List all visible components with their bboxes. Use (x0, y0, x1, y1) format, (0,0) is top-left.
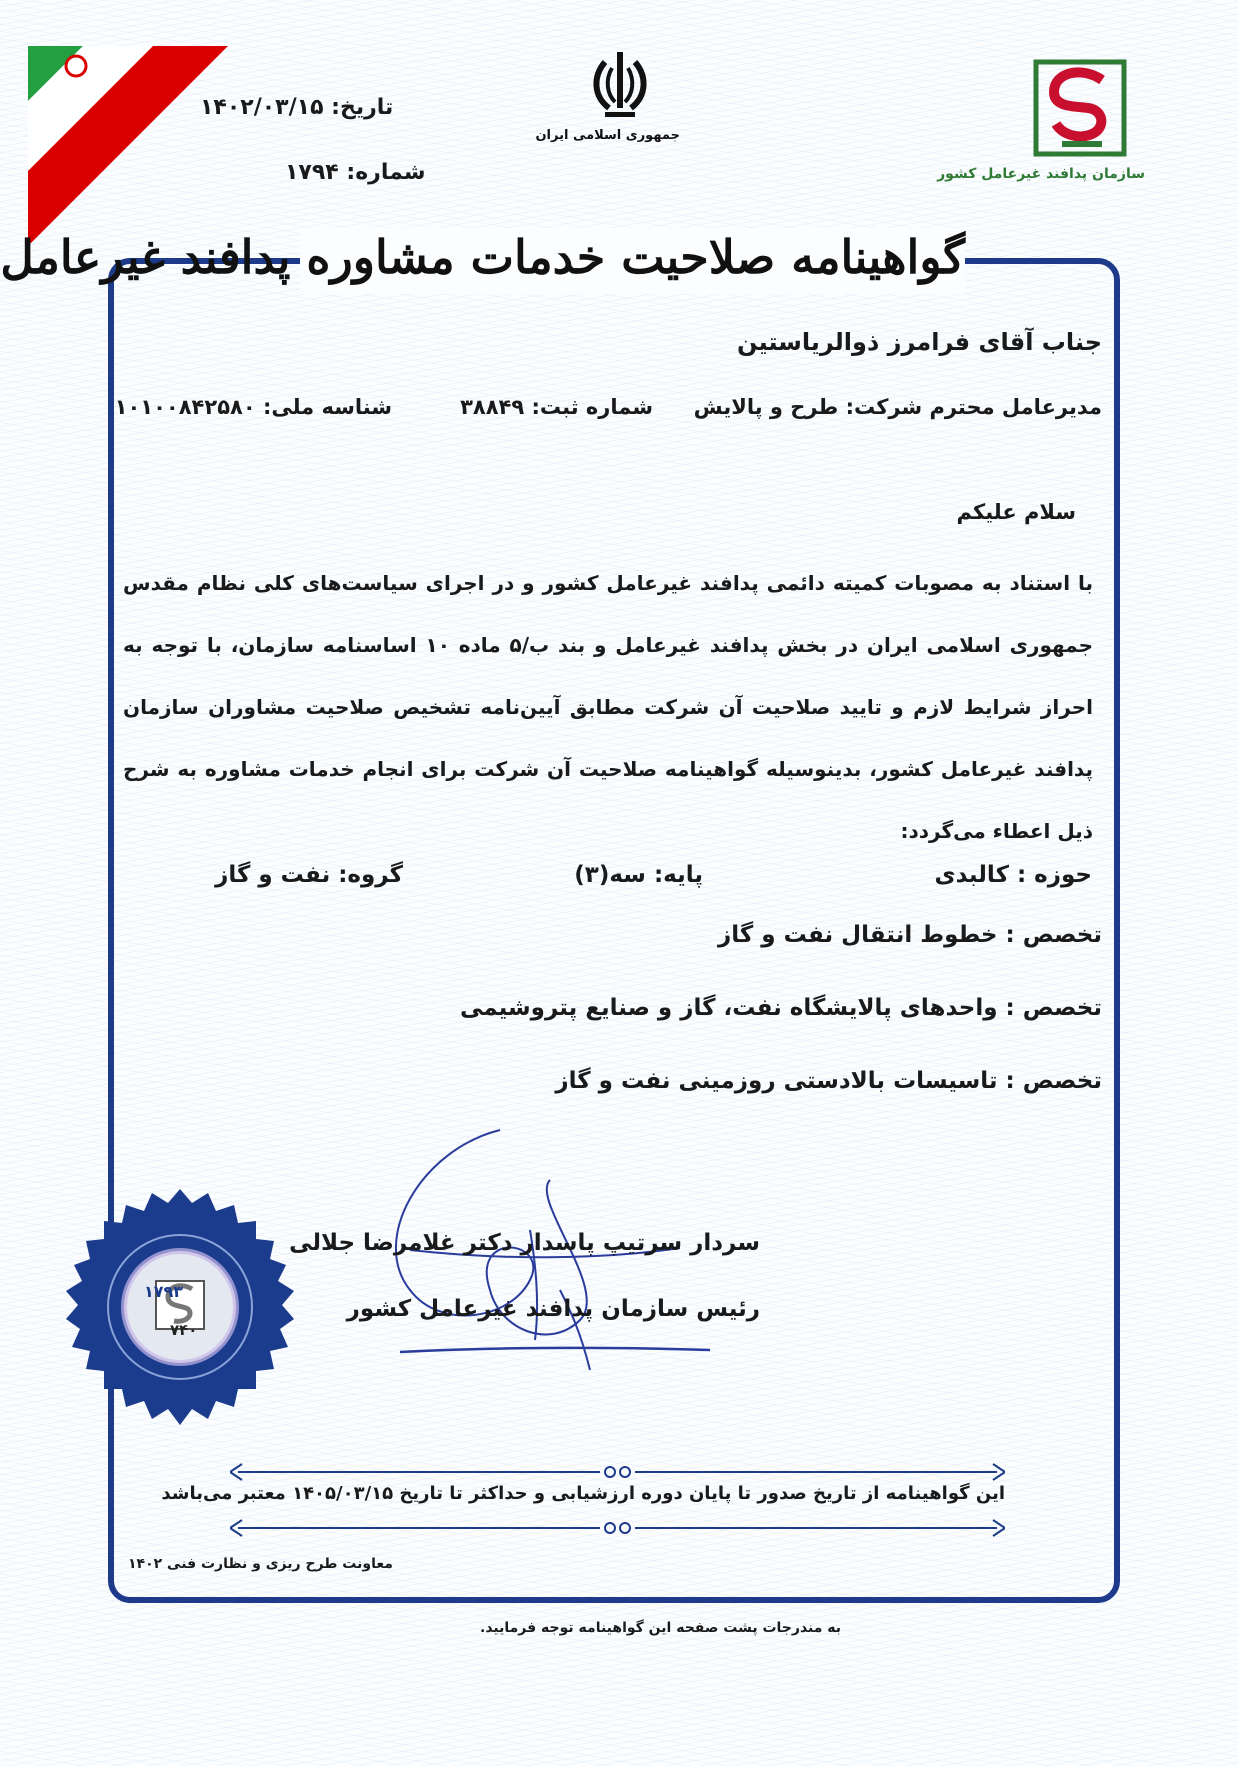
national-emblem (535, 48, 680, 148)
seal-number-top: ۱۷۹۳ (144, 1282, 184, 1301)
number-value: ۱۷۹۴ (285, 160, 339, 185)
specialty-label: تخصص : (1005, 995, 1102, 1021)
recipient-name: فرامرز ذوالریاستین (737, 328, 971, 356)
field-line (935, 862, 1092, 888)
signatory-position: رئیس سازمان پدافند غیرعامل کشور (346, 1296, 760, 1322)
specialty-label: تخصص : (1005, 922, 1102, 948)
registration-line (460, 395, 653, 419)
validity-note: این گواهینامه از تاریخ صدور تا پایان دوره ارزشیابی و حداکثر تا تاریخ ۱۴۰۵/۰۳/۱۵ معتبر می‌باشد (161, 1483, 1005, 1504)
salutation: جناب آقای (978, 328, 1102, 356)
grade-line (574, 862, 703, 888)
org-logo-icon (1032, 58, 1128, 158)
reg-number: ۳۸۸۴۹ (460, 395, 525, 419)
org-name: سازمان پدافند غیرعامل کشور (937, 166, 1145, 182)
group-line (215, 862, 403, 888)
recipient-line (737, 328, 1102, 356)
number-line (285, 160, 426, 185)
back-page-note: به مندرجات پشت صفحه این گواهینامه توجه فرمایید. (480, 1620, 842, 1636)
specialty-value: خطوط انتقال نفت و گاز (718, 922, 998, 948)
iran-flag-corner (28, 46, 228, 246)
emblem-icon (585, 48, 655, 122)
number-label: شماره: (346, 160, 426, 185)
group-label: گروه: (338, 862, 403, 888)
ornamental-divider (230, 1460, 1005, 1484)
specialty-line (460, 995, 1102, 1021)
national-id-line (115, 395, 392, 419)
specialty-line (718, 922, 1102, 948)
role-label: مدیرعامل محترم شرکت: (845, 395, 1102, 419)
grade-value: سه(۳) (574, 862, 646, 888)
date-line (200, 95, 393, 120)
signatory-name: سردار سرتیپ پاسدار دکتر غلامرضا جلالی (289, 1230, 760, 1256)
grade-label: پایه: (653, 862, 703, 888)
body-paragraph: با استناد به مصوبات کمیته دائمی پدافند غیرعامل کشور و در اجرای سیاست‌های کلی نظام مقدس جمهوری اسلامی ایران در بخش پدافند غیرعامل و بند ب/۵ ماده ۱۰ اساسنامه سازمان، با توجه به احراز شرایط لازم و تایید صلاحیت آن شرکت مطابق آیین‌نامه تشخیص صلاحیت مشاوران سازمان پدافند غیرعامل کشور، بدینوسیله گواهینامه صلاحیت آن شرکت برای انجام خدمات مشاوره به شرح ذیل اعطاء می‌گردد: (123, 571, 1094, 843)
national-id-value: ۱۰۱۰۰۸۴۲۵۸۰ (114, 395, 256, 419)
date-value: ۱۴۰۲/۰۳/۱۵ (200, 95, 324, 120)
page-title: گواهینامه صلاحیت خدمات مشاوره پدافند غیرعامل (0, 230, 965, 284)
date-label: تاریخ: (331, 95, 394, 120)
specialty-value: تاسیسات بالادستی روزمینی نفت و گاز (555, 1068, 998, 1094)
greeting: سلام علیکم (956, 500, 1076, 524)
org-logo (937, 58, 1145, 208)
field-value: کالبدی (934, 862, 1009, 888)
group-value: نفت و گاز (215, 862, 331, 888)
specialty-label: تخصص : (1005, 1068, 1102, 1094)
national-id-label: شناسه ملی: (262, 395, 392, 419)
issuer-note: معاونت طرح ریزی و نظارت فنی ۱۴۰۲ (128, 1556, 393, 1572)
reg-label: شماره ثبت: (531, 395, 653, 419)
specialty-value: واحدهای پالایشگاه نفت، گاز و صنایع پتروشیمی (459, 995, 998, 1021)
seal-number-center: ۷۴۰ (170, 1321, 198, 1339)
field-label: حوزه : (1016, 862, 1092, 888)
company-name: طرح و پالایش (693, 395, 839, 419)
official-seal (58, 1185, 302, 1429)
specialty-line (555, 1068, 1102, 1094)
company-line (694, 395, 1102, 419)
ornamental-divider (230, 1516, 1005, 1540)
signatory-block (289, 1230, 760, 1322)
emblem-caption: جمهوری اسلامی ایران (535, 128, 680, 143)
